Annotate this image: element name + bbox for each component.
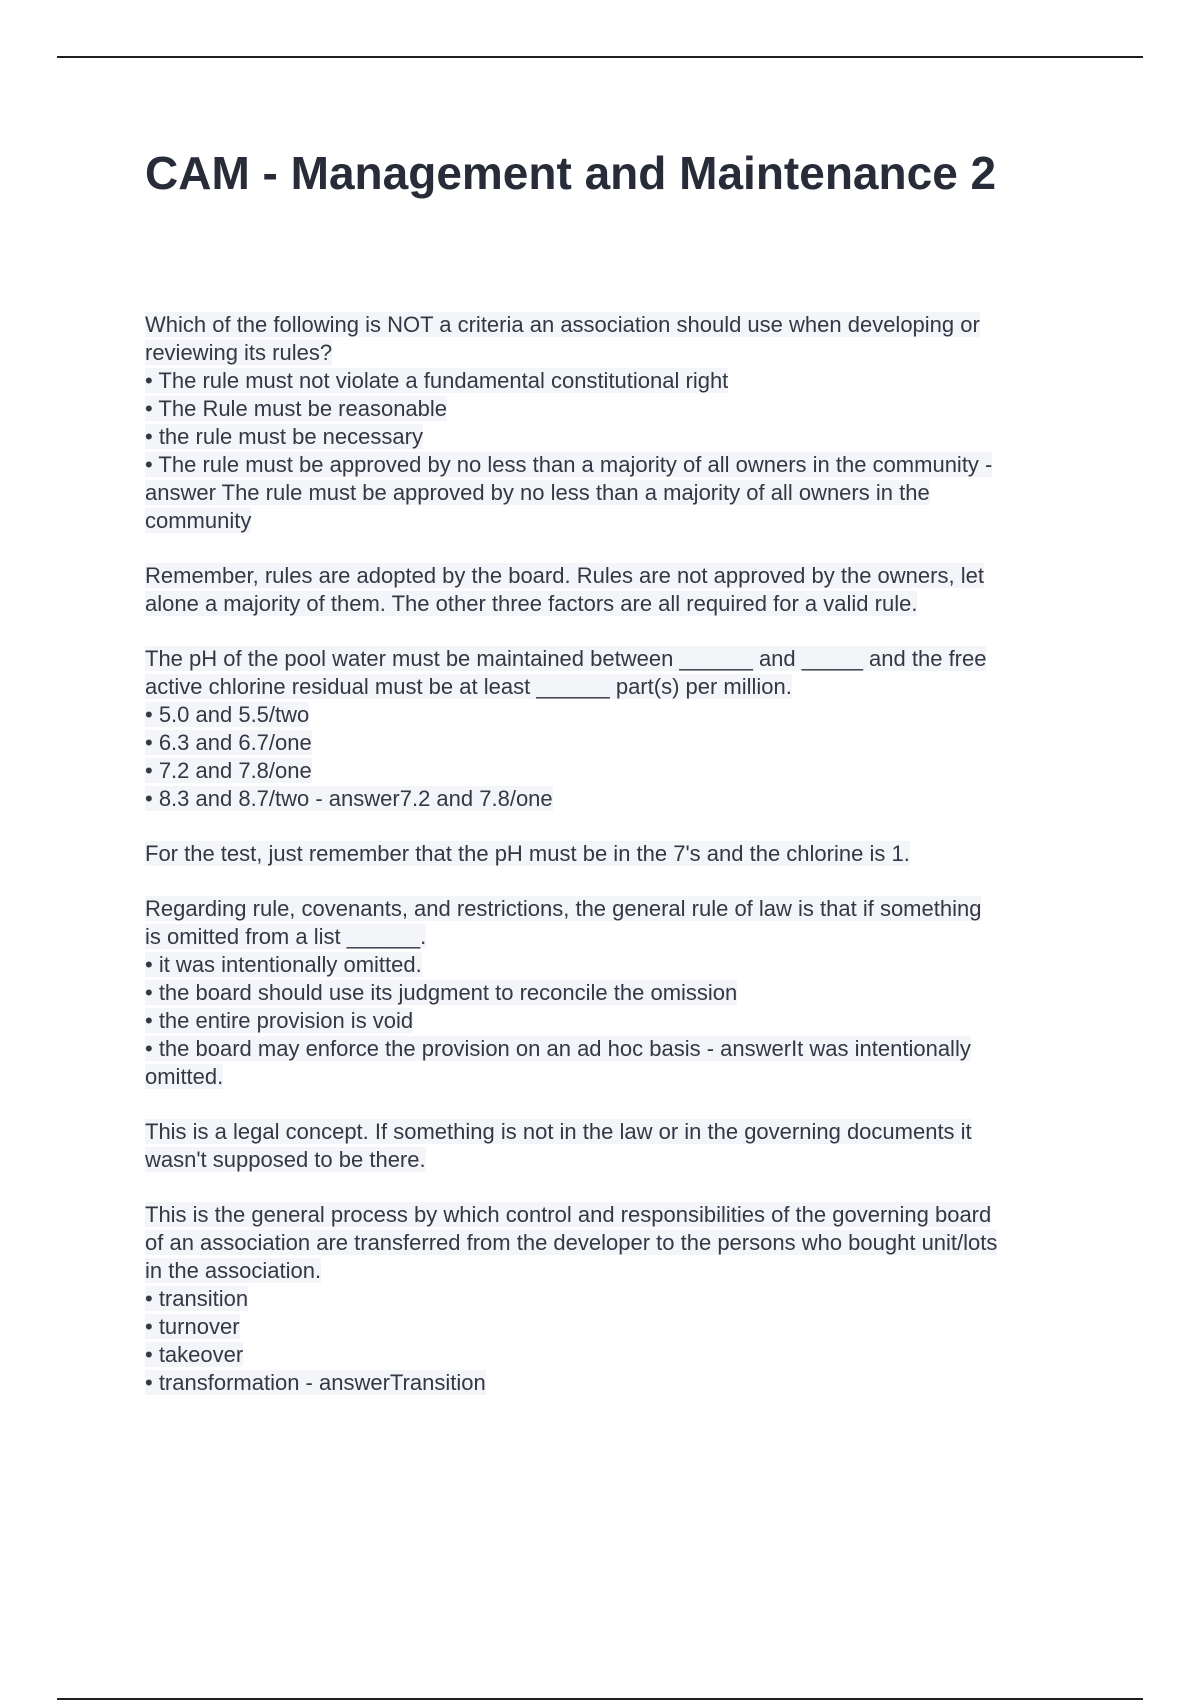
text-line: reviewing its rules?: [145, 340, 333, 365]
explanation-pool-ph: [145, 840, 1095, 868]
option-line: • 6.3 and 6.7/one: [145, 730, 312, 755]
text-line: Remember, rules are adopted by the board. Rules are not approved by the owners, let: [145, 563, 984, 588]
document-title: CAM - Management and Maintenance 2: [145, 147, 997, 199]
option-line: • the board should use its judgment to reconcile the omission: [145, 980, 738, 1005]
text-line: This is a legal concept. If something is not in the law or in the governing documents it: [145, 1119, 972, 1144]
answer-line: answer The rule must be approved by no less than a majority of all owners in the: [145, 480, 930, 505]
option-line: • transformation - answerTransition: [145, 1370, 486, 1395]
text-line: wasn't supposed to be there.: [145, 1147, 426, 1172]
option-line: • The rule must not violate a fundamental constitutional right: [145, 368, 729, 393]
text-line: The pH of the pool water must be maintained between ______ and _____ and the free: [145, 646, 987, 671]
explanation-omission: [145, 1118, 1095, 1174]
option-line: • turnover: [145, 1314, 240, 1339]
text-line: For the test, just remember that the pH must be in the 7's and the chlorine is 1.: [145, 841, 910, 866]
text-line: Regarding rule, covenants, and restrictions, the general rule of law is that if something: [145, 896, 982, 921]
option-line: • the entire provision is void: [145, 1008, 414, 1033]
explanation-rules-criteria: [145, 562, 1095, 618]
option-line: • takeover: [145, 1342, 244, 1367]
question-pool-ph: [145, 645, 1095, 813]
option-line: • transition: [145, 1286, 249, 1311]
answer-line: omitted.: [145, 1064, 224, 1089]
text-line: is omitted from a list ______.: [145, 924, 427, 949]
option-line: • 8.3 and 8.7/two - answer7.2 and 7.8/one: [145, 786, 553, 811]
text-line: of an association are transferred from the developer to the persons who bought unit/lots: [145, 1230, 998, 1255]
option-line: • The Rule must be reasonable: [145, 396, 448, 421]
option-line: • 7.2 and 7.8/one: [145, 758, 312, 783]
option-line: • it was intentionally omitted.: [145, 952, 422, 977]
question-rules-criteria: [145, 311, 1095, 535]
text-line: in the association.: [145, 1258, 322, 1283]
text-line: Which of the following is NOT a criteria an association should use when developing or: [145, 312, 980, 337]
answer-line: community: [145, 508, 252, 533]
question-omission: [145, 895, 1095, 1091]
text-line: This is the general process by which control and responsibilities of the governing board: [145, 1202, 992, 1227]
option-line: • The rule must be approved by no less than a majority of all owners in the community -: [145, 452, 993, 477]
text-line: alone a majority of them. The other three factors are all required for a valid rule.: [145, 591, 918, 616]
option-line: • the board may enforce the provision on an ad hoc basis - answerIt was intentionally: [145, 1036, 971, 1061]
option-line: • 5.0 and 5.5/two: [145, 702, 310, 727]
top-rule: [57, 56, 1143, 58]
question-transition: [145, 1201, 1095, 1397]
option-line: • the rule must be necessary: [145, 424, 423, 449]
text-line: active chlorine residual must be at least ______ part(s) per million.: [145, 674, 792, 699]
document-body: [145, 311, 1095, 1424]
